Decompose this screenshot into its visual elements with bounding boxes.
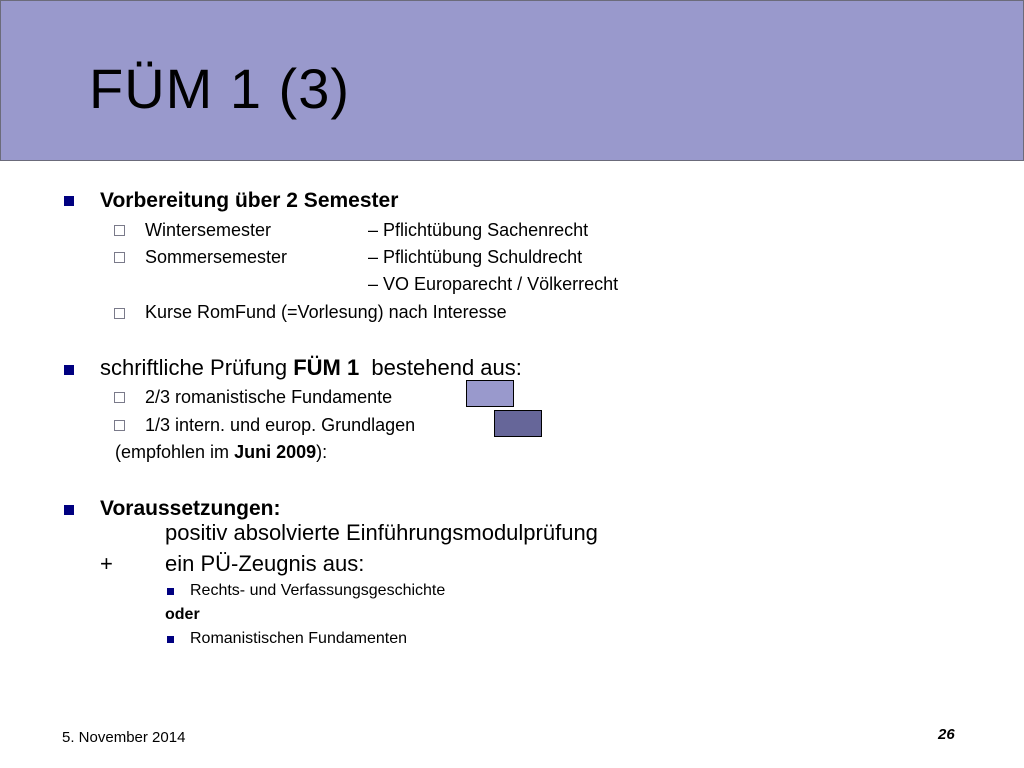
- hollow-bullet-icon: [114, 392, 125, 403]
- hollow-bullet-icon: [114, 225, 125, 236]
- heading-text: bestehend aus:: [359, 355, 522, 380]
- note-text: (empfohlen im: [115, 442, 235, 462]
- requirement-line: positiv absolvierte Einführungsmodulprüfung: [165, 520, 598, 545]
- slide-title: FÜM 1 (3): [89, 57, 350, 120]
- row-left: Wintersemester: [145, 220, 272, 240]
- row-right: – Pflichtübung Schuldrecht: [368, 247, 583, 267]
- heading-text: schriftliche Prüfung: [100, 355, 294, 380]
- requirement-line: ein PÜ-Zeugnis aus:: [165, 551, 365, 576]
- certificate-option: Rechts- und Verfassungsgeschichte: [190, 582, 446, 599]
- section3-heading: Voraussetzungen:: [100, 497, 281, 520]
- page-number: 26: [938, 726, 955, 743]
- footer-date: 5. November 2014: [62, 729, 186, 746]
- note-text: ):: [316, 442, 328, 462]
- hollow-bullet-icon: [114, 308, 125, 319]
- hollow-bullet-icon: [114, 252, 125, 263]
- hollow-bullet-icon: [114, 420, 125, 431]
- note-bold: Juni 2009: [234, 442, 317, 462]
- row-right: – Pflichtübung Sachenrecht: [368, 220, 589, 240]
- bullet-icon: [64, 196, 74, 206]
- heading-bold: FÜM 1: [293, 355, 360, 380]
- plus-sign: +: [100, 551, 113, 576]
- oder-label: oder: [165, 606, 200, 623]
- color-swatch-dark: [494, 410, 542, 437]
- section2-heading: [100, 355, 522, 381]
- certificate-option: Romanistischen Fundamenten: [190, 630, 408, 647]
- exam-item: 1/3 intern. und europ. Grundlagen: [145, 415, 416, 435]
- bullet-icon: [64, 505, 74, 515]
- small-bullet-icon: [167, 588, 174, 595]
- row-left: Sommersemester: [145, 247, 288, 267]
- recommendation-note: [115, 441, 327, 463]
- row-right: – VO Europarecht / Völkerrecht: [368, 274, 619, 294]
- small-bullet-icon: [167, 636, 174, 643]
- title-bar: [0, 0, 1024, 161]
- section1-extra: Kurse RomFund (=Vorlesung) nach Interesse: [145, 302, 507, 322]
- exam-item: 2/3 romanistische Fundamente: [145, 387, 393, 407]
- bullet-icon: [64, 365, 74, 375]
- color-swatch-light: [466, 380, 514, 407]
- section1-heading: Vorbereitung über 2 Semester: [100, 189, 399, 212]
